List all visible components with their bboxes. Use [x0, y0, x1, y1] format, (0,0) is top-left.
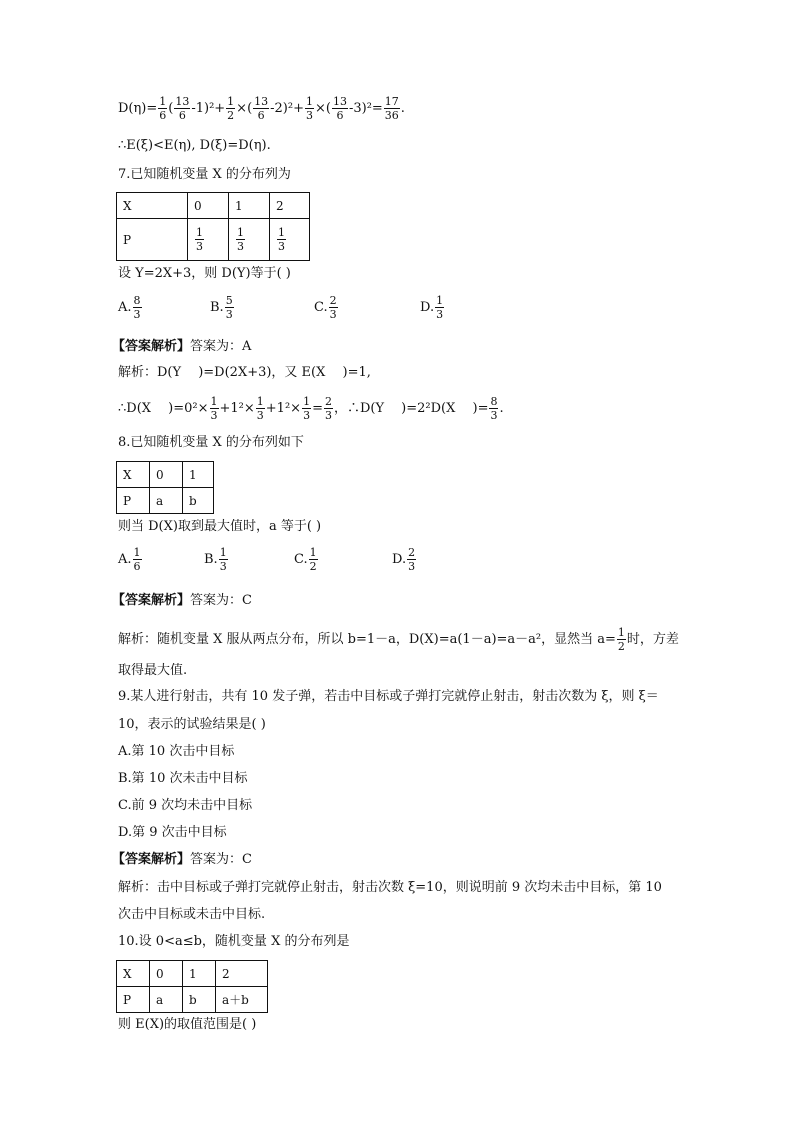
question-10-stem: 10.设 0<a≤b，随机变量 X 的分布列是 [118, 934, 350, 949]
q9-option-a: A.第 10 次击中目标 [118, 744, 235, 759]
option-d: D. $\frac{1}{3}$ [420, 294, 444, 321]
option-b: B. $\frac{1}{3}$ [204, 546, 227, 573]
q9-option-c: C.前 9 次均未击中目标 [118, 798, 253, 813]
fraction: $\frac{1}{6}$ [159, 95, 167, 122]
q9-answer: 【答案解析】答案为：C [112, 852, 252, 867]
fraction: $\frac{13}{6}$ [175, 95, 190, 122]
fraction: $\frac{1}{2}$ [227, 95, 235, 122]
fraction: $\frac{17}{36}$ [384, 95, 399, 122]
q9-option-b: B.第 10 次未击中目标 [118, 771, 248, 786]
question-10-prompt: 则 E(X)的取值范围是( ) [118, 1017, 257, 1032]
q7-answer: 【答案解析】答案为：A [112, 339, 252, 354]
question-8-prompt: 则当 D(X)取到最大值时，a 等于( ) [118, 519, 322, 534]
option-a: A. $\frac{8}{3}$ [118, 294, 141, 321]
formula-variance-eta: D(η)= $\frac{1}{6}$ ( $\frac{13}{6}$ -1)²+ $\frac{1}{2}$ ×( $\frac{13}{6}$ -2)²+ $\frac{1}{3}$ ×( $\frac{13}{6}$ -3)²= $\frac{17}{36}$ . [118, 95, 405, 122]
q9-explanation-2: 次击中目标或未击中目标. [118, 907, 266, 922]
q8-explanation-2: 取得最大值. [118, 663, 188, 678]
fraction: $\frac{13}{6}$ [254, 95, 269, 122]
q8-distribution-table: X 0 1 P a b [116, 461, 214, 514]
q9-explanation-1: 解析：击中目标或子弹打完就停止射击，射击次数 ξ=10，则说明前 9 次均未击中目标，第 10 [118, 880, 662, 895]
q7-explanation-2: ∴D(X )=0²× $\frac{1}{3}$ +1²× $\frac{1}{3}$ +1²× $\frac{1}{3}$ = $\frac{2}{3}$ ，∴D(Y )=2²D(X )= $\frac{8}{3}$ . [118, 395, 504, 422]
question-7-stem: 7.已知随机变量 X 的分布列为 [118, 167, 291, 182]
option-d: D. $\frac{2}{3}$ [392, 546, 416, 573]
question-9-stem-1: 9.某人进行射击，共有 10 发子弹，若击中目标或子弹打完就停止射击，射击次数为 ξ，则 ξ＝ [118, 689, 659, 704]
q8-answer: 【答案解析】答案为：C [112, 593, 252, 608]
fraction: $\frac{1}{3}$ [305, 95, 313, 122]
question-7-prompt: 设 Y=2X+3，则 D(Y)等于( ) [118, 266, 291, 281]
option-b: B. $\frac{5}{3}$ [210, 294, 233, 321]
conclusion-line: ∴E(ξ)<E(η), D(ξ)=D(η). [118, 138, 271, 153]
question-9-stem-2: 10，表示的试验结果是( ) [118, 717, 266, 732]
fraction: $\frac{1}{3}$ [196, 226, 203, 253]
question-8-stem: 8.已知随机变量 X 的分布列如下 [118, 435, 304, 450]
fraction: $\frac{13}{6}$ [332, 95, 347, 122]
option-c: C. $\frac{1}{2}$ [294, 546, 317, 573]
option-c: C. $\frac{2}{3}$ [314, 294, 337, 321]
q8-explanation-1: 解析：随机变量 X 服从两点分布，所以 b=1－a，D(X)=a(1－a)=a－a²，显然当 a= $\frac{1}{2}$ 时，方差 [118, 626, 679, 653]
q10-distribution-table: X 0 1 2 P a b a＋b [116, 960, 268, 1013]
q7-distribution-table: X 0 1 2 P $\frac{1}{3}$ $\frac{1}{3}$ $\frac{1}{3}$ [116, 192, 310, 261]
option-a: A. $\frac{1}{6}$ [118, 546, 141, 573]
fraction: $\frac{1}{3}$ [237, 226, 244, 253]
fraction: $\frac{1}{3}$ [278, 226, 285, 253]
q7-explanation-1: 解析：D(Y )=D(2X+3)，又 E(X )=1, [118, 365, 371, 380]
q9-option-d: D.第 9 次击中目标 [118, 825, 227, 840]
